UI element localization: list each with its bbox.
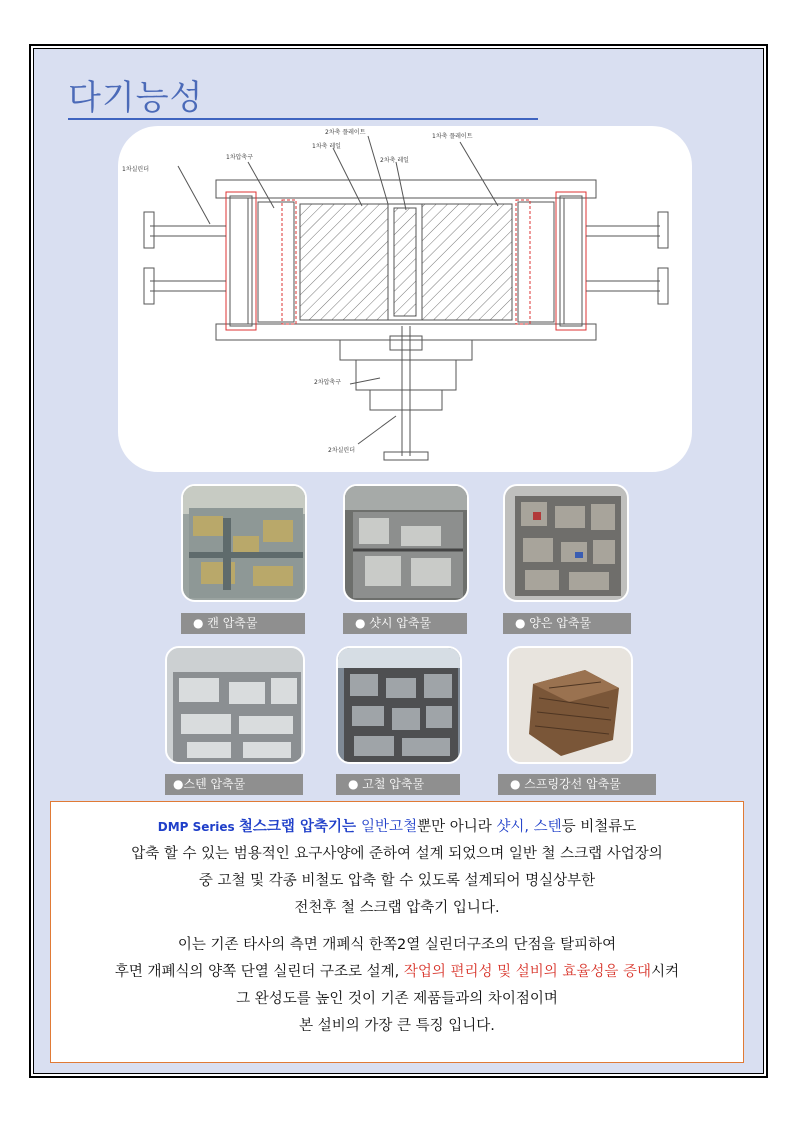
paragraph-2-line-4: 본 설비의 가장 큰 특징 입니다. — [299, 1018, 495, 1034]
text-segment: 시켜 — [651, 964, 680, 980]
paragraph-1-line-2: 압축 할 수 있는 범용적인 요구사양에 준하여 설계 되었으며 일반 철 스크랩 사업장의 — [131, 846, 663, 862]
label-rail1: 1차축 레일 — [312, 143, 341, 150]
product-name: 철스크랩 압축기는 — [238, 819, 362, 835]
paragraph-2-line-2 — [51, 959, 743, 986]
photo-sash-bale — [343, 484, 469, 602]
text-segment: 뿐만 아니라 — [417, 819, 497, 835]
title-underline — [68, 118, 538, 120]
label-cyl2: 2차실린더 — [328, 447, 356, 454]
caption-nickel-silver: ● 양은 압축물 — [503, 613, 631, 634]
text-segment: 후면 개폐식의 양쪽 단열 실린더 구조로 설계, — [114, 964, 404, 980]
machine-diagram — [118, 126, 692, 472]
highlight-efficiency: 작업의 편리성 및 설비의 효율성을 증대 — [403, 964, 652, 980]
caption-scrap-iron: ● 고철 압축물 — [336, 774, 460, 795]
highlight-sash-stainless: 샷시, 스텐 — [496, 819, 562, 835]
paragraph-1-line-3: 중 고철 및 각종 비철도 압축 할 수 있도록 설계되어 명실상부한 — [198, 873, 596, 889]
highlight-general-scrap: 일반고철 — [361, 819, 418, 835]
photo-scrap-iron-bale — [336, 646, 462, 764]
photo-can-bale — [181, 484, 307, 602]
caption-sash: ● 샷시 압축물 — [343, 613, 467, 634]
caption-stainless: ●스텐 압축물 — [165, 774, 303, 795]
label-plate1: 1차축 플레이트 — [432, 133, 473, 140]
photo-nickel-silver-bale — [503, 484, 629, 602]
caption-spring-wire: ● 스프링강선 압축물 — [498, 774, 656, 795]
brand-name: DMP Series — [157, 820, 239, 834]
caption-can: ● 캔 압축물 — [181, 613, 305, 634]
text-segment: 등 비철류도 — [561, 819, 637, 835]
page-title: 다기능성 — [68, 78, 204, 118]
photo-spring-wire-bale — [507, 646, 633, 764]
paragraph-1-line-1 — [51, 802, 743, 841]
label-plate2: 2차축 플레이트 — [325, 129, 366, 136]
label-comp1: 1차압축구 — [226, 154, 254, 161]
description-box — [50, 801, 744, 1063]
label-comp2: 2차압축구 — [314, 379, 342, 386]
paragraph-1-line-4: 전천후 철 스크랩 압축기 입니다. — [294, 900, 500, 916]
photo-stainless-bale — [165, 646, 305, 764]
paragraph-2-line-1: 이는 기존 타사의 측면 개폐식 한쪽2열 실린더구조의 단점을 탈피하여 — [177, 937, 617, 953]
paragraph-2-line-3: 그 완성도를 높인 것이 기존 제품들과의 차이점이며 — [236, 991, 558, 1007]
label-cyl1: 1차실린더 — [122, 166, 150, 173]
label-rail2: 2차축 레일 — [380, 157, 409, 164]
